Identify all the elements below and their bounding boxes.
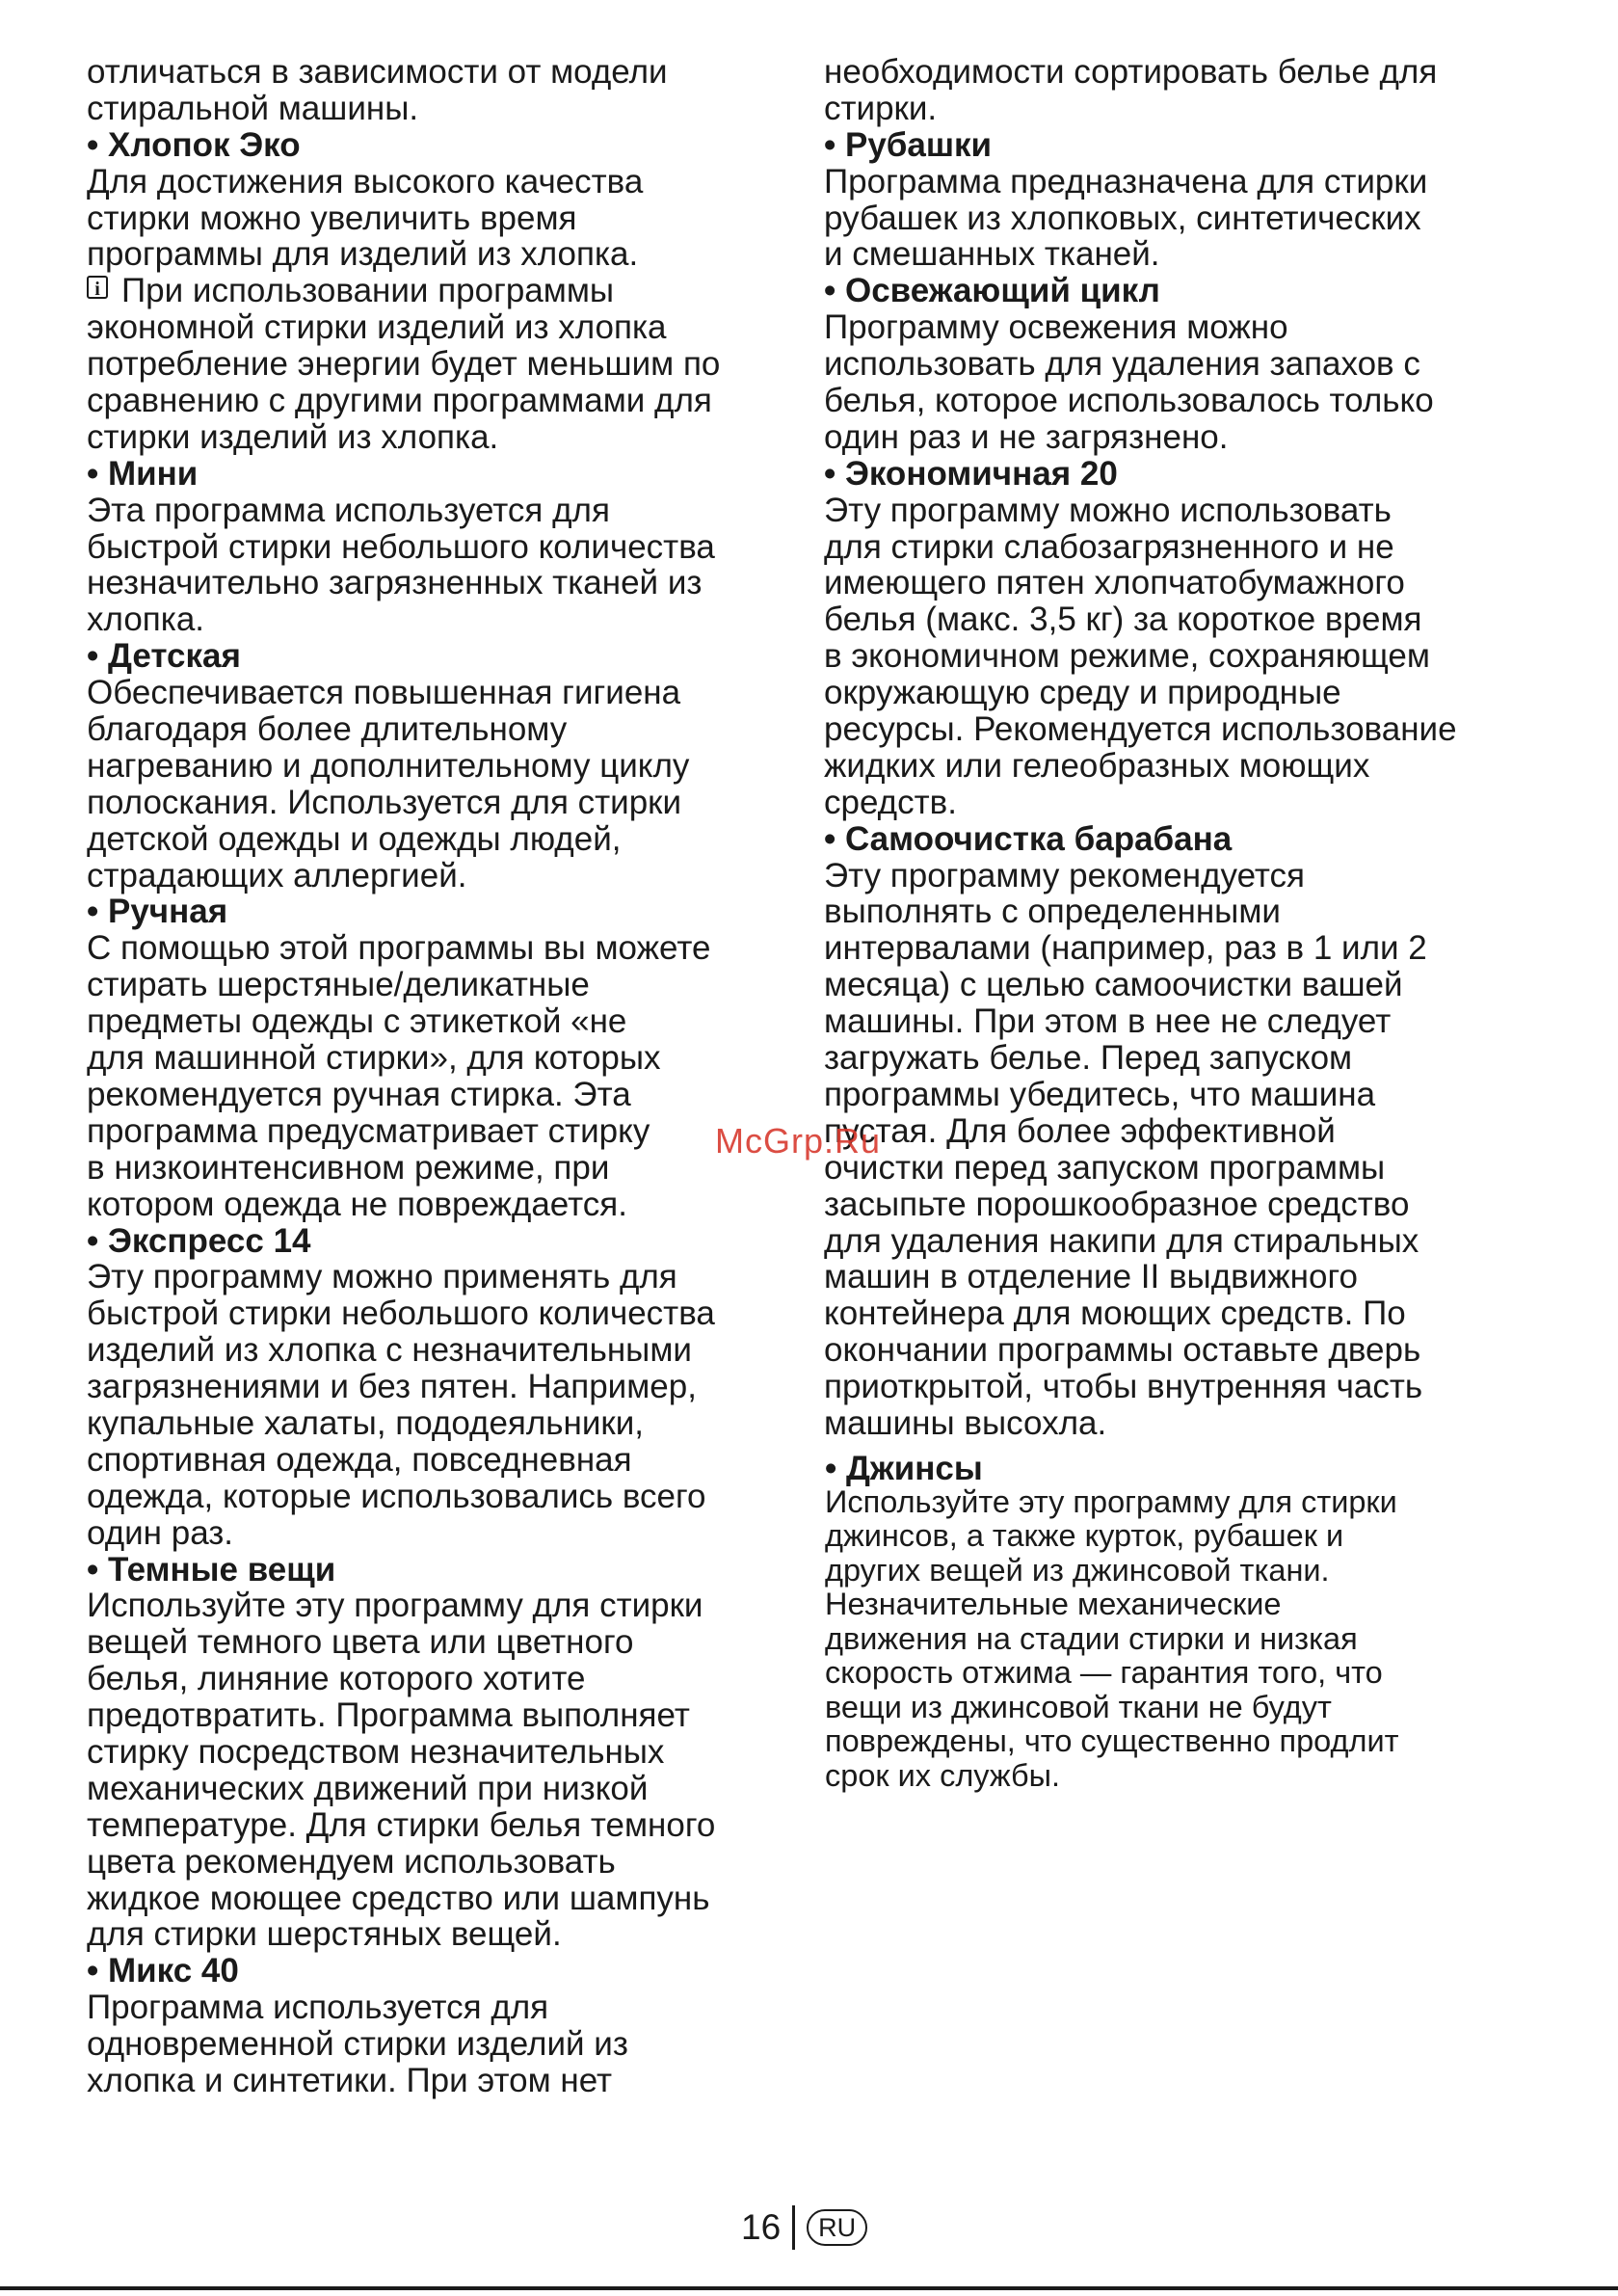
line-text: С помощью этой программы вы можете <box>87 929 711 968</box>
line-text: загрязнениями и без пятен. Например, <box>87 1368 697 1406</box>
text-line <box>824 200 1537 237</box>
text-line <box>87 1113 819 1150</box>
line-text: детской одежды и одежды людей, <box>87 819 622 858</box>
line-text: Для достижения высокого качества <box>87 162 644 200</box>
text-line <box>87 1077 819 1113</box>
text-line <box>87 748 819 785</box>
text-line <box>87 930 819 967</box>
section-heading <box>824 456 1537 493</box>
text-line <box>824 675 1537 711</box>
text-line <box>824 967 1537 1003</box>
text-line <box>824 419 1537 456</box>
text-line <box>825 1622 1519 1657</box>
line-text: срок их службы. <box>825 1757 1061 1793</box>
text-line <box>87 1661 819 1697</box>
line-text: программы для изделий из хлопка. <box>87 235 639 274</box>
section-heading <box>87 127 819 164</box>
line-text: белья (макс. 3,5 кг) за короткое время <box>824 601 1422 639</box>
line-text: • Хлопок Эко <box>87 125 301 164</box>
line-text: программа предусматривает стирку <box>87 1111 650 1150</box>
text-line <box>824 383 1537 419</box>
text-line <box>824 346 1537 383</box>
section-heading <box>824 127 1537 164</box>
line-text: Эту программу рекомендуется <box>824 856 1306 894</box>
text-line <box>824 711 1537 748</box>
line-text: использовать для удаления запахов с <box>824 345 1420 384</box>
line-text: месяца) с целью самоочистки вашей <box>824 966 1403 1004</box>
text-line <box>824 894 1537 930</box>
line-text: температуре. Для стирки белья темного <box>87 1805 716 1844</box>
line-text: предотвратить. Программа выполняет <box>87 1696 690 1735</box>
section-heading <box>87 1953 819 1989</box>
line-text: белья, которое использовалось только <box>824 382 1434 420</box>
section-heading <box>87 638 819 675</box>
line-text: и смешанных тканей. <box>824 235 1160 274</box>
text-line <box>824 858 1537 894</box>
line-text: • Самоочистка барабана <box>824 819 1233 858</box>
text-line <box>825 1656 1519 1691</box>
line-text: один раз и не загрязнено. <box>824 417 1229 456</box>
jeans-body <box>825 1485 1519 1794</box>
line-text: быстрой стирки небольшого количества <box>87 1295 715 1333</box>
info-icon <box>87 276 108 299</box>
line-text: необходимости сортировать белье для <box>824 53 1438 91</box>
text-line <box>824 1150 1537 1187</box>
line-text: рубашек из хлопковых, синтетических <box>824 199 1421 237</box>
text-line <box>825 1724 1519 1759</box>
text-line <box>87 1916 819 1953</box>
line-text: • Рубашки <box>824 125 993 164</box>
text-line <box>824 164 1537 200</box>
line-text: вещи из джинсовой ткани не будут <box>825 1689 1332 1724</box>
line-text: стирать шерстяные/деликатные <box>87 966 590 1004</box>
text-line <box>87 1040 819 1077</box>
text-line <box>825 1588 1519 1622</box>
line-text: других вещей из джинсовой ткани. <box>825 1552 1330 1588</box>
line-text: • Темные вещи <box>87 1550 336 1589</box>
text-line <box>824 930 1537 967</box>
line-text: стирки можно увеличить время <box>87 199 577 237</box>
text-line <box>824 785 1537 821</box>
line-text: благодаря более длительному <box>87 710 568 749</box>
text-line <box>87 711 819 748</box>
line-text: в низкоинтенсивном режиме, при <box>87 1148 610 1187</box>
text-line <box>824 1223 1537 1260</box>
text-line <box>87 1369 819 1405</box>
text-line <box>824 309 1537 346</box>
line-text: машины. При этом в нее не следует <box>824 1002 1392 1041</box>
left-column <box>87 54 819 2099</box>
text-line <box>87 1989 819 2026</box>
line-text: окончании программы оставьте дверь <box>824 1331 1421 1370</box>
text-line <box>87 785 819 821</box>
text-line <box>824 748 1537 785</box>
line-text: для удаления накипи для стиральных <box>824 1221 1419 1260</box>
section-heading-jeans: • Джинсы <box>825 1450 983 1487</box>
line-text: • Ручная <box>87 893 228 931</box>
line-text: одежда, которые использовались всего <box>87 1477 706 1515</box>
line-text: Программа предназначена для стирки <box>824 162 1428 200</box>
text-line <box>825 1691 1519 1725</box>
line-text: Эту программу можно использовать <box>824 491 1392 529</box>
text-line <box>87 1881 819 1917</box>
line-text: отличаться в зависимости от модели <box>87 53 668 91</box>
text-line <box>87 1295 819 1332</box>
text-line <box>824 1295 1537 1332</box>
text-line <box>87 1150 819 1187</box>
text-line <box>87 200 819 237</box>
line-text: окружающую среду и природные <box>824 674 1341 712</box>
line-text: • Детская <box>87 637 241 676</box>
text-line <box>824 1003 1537 1040</box>
line-text: выполнять с определенными <box>824 893 1281 931</box>
text-line <box>87 1515 819 1552</box>
section-heading <box>87 456 819 493</box>
line-text: белья, линяние которого хотите <box>87 1660 586 1698</box>
line-text: для стирки шерстяных вещей. <box>87 1915 562 1954</box>
line-text: стирку посредством незначительных <box>87 1732 665 1771</box>
text-line <box>824 1077 1537 1113</box>
line-text: загружать белье. Перед запуском <box>824 1039 1353 1078</box>
bottom-rule <box>0 2286 1618 2290</box>
line-text: • Экспресс 14 <box>87 1221 311 1260</box>
text-line <box>87 346 819 383</box>
line-text: • Экономичная 20 <box>824 454 1118 493</box>
page-number: 16 <box>741 2207 782 2247</box>
line-text: страдающих аллергией. <box>87 856 467 894</box>
line-text: Эта программа используется для <box>87 491 610 529</box>
line-text: приоткрытой, чтобы внутренняя часть <box>824 1368 1423 1406</box>
text-line <box>824 1369 1537 1405</box>
line-text: жидкое моющее средство или шампунь <box>87 1879 710 1917</box>
text-line <box>824 638 1537 675</box>
line-text: • Мини <box>87 454 199 493</box>
line-text: движения на стадии стирки и низкая <box>825 1620 1358 1656</box>
text-line <box>87 1771 819 1807</box>
text-line <box>825 1554 1519 1589</box>
text-line <box>824 529 1537 566</box>
line-text: хлопка. <box>87 601 205 639</box>
line-text: стирки. <box>824 89 938 127</box>
line-text: Программу освежения можно <box>824 308 1288 347</box>
jeans-section <box>825 1451 1519 1793</box>
line-text: в экономичном режиме, сохраняющем <box>824 637 1430 676</box>
line-text: стирки изделий из хлопка. <box>87 417 499 456</box>
line-text: одновременной стирки изделий из <box>87 2025 628 2064</box>
section-heading <box>824 273 1537 309</box>
line-text: • Микс 40 <box>87 1952 239 1990</box>
line-text: При использовании программы <box>121 272 615 310</box>
text-line <box>825 1519 1519 1554</box>
text-line <box>824 1332 1537 1369</box>
text-line <box>824 236 1537 273</box>
text-line <box>87 1405 819 1442</box>
line-text: ресурсы. Рекомендуется использование <box>824 710 1457 749</box>
line-text: интервалами (например, раз в 1 или 2 <box>824 929 1427 968</box>
text-line <box>87 1588 819 1624</box>
text-line <box>87 565 819 601</box>
text-line <box>825 1759 1519 1794</box>
line-text: • Освежающий цикл <box>824 272 1160 310</box>
text-line <box>87 1003 819 1040</box>
text-line <box>824 565 1537 601</box>
text-line <box>87 601 819 638</box>
text-line <box>87 1479 819 1515</box>
line-text: машины высохла. <box>824 1403 1107 1442</box>
line-text: потребление энергии будет меньшим по <box>87 345 721 384</box>
section-heading <box>87 1552 819 1589</box>
line-text: вещей темного цвета или цветного <box>87 1623 634 1662</box>
line-text: предметы одежды с этикеткой «не <box>87 1002 627 1041</box>
text-line <box>87 1807 819 1844</box>
text-line <box>87 858 819 894</box>
page-footer <box>741 2205 867 2250</box>
line-text: Программа используется для <box>87 1989 549 2027</box>
right-column <box>824 54 1537 1442</box>
text-line <box>87 967 819 1003</box>
line-text: имеющего пятен хлопчатобумажного <box>824 564 1405 602</box>
line-text: один раз. <box>87 1513 234 1552</box>
text-line <box>824 1187 1537 1223</box>
section-heading <box>87 894 819 930</box>
line-text: нагреванию и дополнительному циклу <box>87 746 690 785</box>
text-line <box>87 493 819 529</box>
watermark: McGrp.Ru <box>715 1121 882 1161</box>
line-text: купальные халаты, пододеяльники, <box>87 1403 645 1442</box>
text-line <box>87 1442 819 1479</box>
line-text: хлопка и синтетики. При этом нет <box>87 2061 613 2099</box>
line-text: изделий из хлопка с незначительными <box>87 1331 692 1370</box>
text-line <box>824 1113 1537 1150</box>
text-line <box>825 1485 1519 1520</box>
line-text: механических движений при низкой <box>87 1769 649 1807</box>
line-text: Обеспечивается повышенная гигиена <box>87 674 681 712</box>
text-line <box>87 1332 819 1369</box>
line-text: Незначительные механические <box>825 1587 1282 1621</box>
line-text: котором одежда не повреждается. <box>87 1185 627 1223</box>
section-heading <box>87 1223 819 1260</box>
line-text: пустая. Для более эффективной <box>824 1111 1336 1150</box>
line-text: стиральной машины. <box>87 89 419 127</box>
line-text: машин в отделение II выдвижного <box>824 1258 1358 1296</box>
text-line <box>87 54 819 91</box>
text-line <box>87 1734 819 1771</box>
text-line <box>87 529 819 566</box>
text-line <box>87 91 819 127</box>
text-line <box>824 493 1537 529</box>
text-line <box>87 383 819 419</box>
line-text: экономной стирки изделий из хлопка <box>87 308 667 347</box>
line-text: для машинной стирки», для которых <box>87 1039 661 1078</box>
line-text: незначительно загрязненных тканей из <box>87 564 703 602</box>
footer-divider <box>792 2205 795 2250</box>
text-line <box>87 1844 819 1881</box>
text-line <box>87 1624 819 1661</box>
text-line <box>824 54 1537 91</box>
text-line <box>824 601 1537 638</box>
text-line <box>87 675 819 711</box>
text-line <box>87 164 819 200</box>
text-line <box>87 2026 819 2063</box>
line-text: жидких или гелеобразных моющих <box>824 746 1370 785</box>
line-text: скорость отжима — гарантия того, что <box>825 1655 1383 1690</box>
text-line <box>824 1040 1537 1077</box>
line-text: цвета рекомендуем использовать <box>87 1842 616 1881</box>
language-badge: RU <box>807 2209 867 2246</box>
line-text: Эту программу можно применять для <box>87 1258 677 1296</box>
text-line <box>87 273 819 309</box>
line-text: программы убедитесь, что машина <box>824 1075 1376 1113</box>
text-line <box>87 236 819 273</box>
text-line <box>824 91 1537 127</box>
text-line <box>87 821 819 858</box>
text-line <box>87 1187 819 1223</box>
line-text: для стирки слабозагрязненного и не <box>824 527 1394 566</box>
line-text: джинсов, а также курток, рубашек и <box>825 1518 1344 1553</box>
line-text: Используйте эту программу для стирки <box>87 1587 703 1625</box>
line-text: засыпьте порошкообразное средство <box>824 1185 1410 1223</box>
text-line <box>824 1259 1537 1295</box>
line-text: контейнера для моющих средств. По <box>824 1295 1406 1333</box>
line-text: средств. <box>824 783 957 821</box>
text-line <box>824 1405 1537 1442</box>
line-text: сравнению с другими программами для <box>87 382 712 420</box>
line-text: Используйте эту программу для стирки <box>825 1483 1397 1519</box>
text-line <box>87 1697 819 1734</box>
text-line <box>87 419 819 456</box>
line-text: спортивная одежда, повседневная <box>87 1440 632 1479</box>
line-text: полоскания. Используется для стирки <box>87 783 682 821</box>
text-line <box>87 309 819 346</box>
section-heading <box>824 821 1537 858</box>
line-text: повреждены, что существенно продлит <box>825 1723 1399 1758</box>
text-line <box>87 2063 819 2099</box>
line-text: рекомендуется ручная стирка. Эта <box>87 1075 631 1113</box>
text-line <box>87 1259 819 1295</box>
line-text: очистки перед запуском программы <box>824 1148 1386 1187</box>
line-text: быстрой стирки небольшого количества <box>87 527 715 566</box>
